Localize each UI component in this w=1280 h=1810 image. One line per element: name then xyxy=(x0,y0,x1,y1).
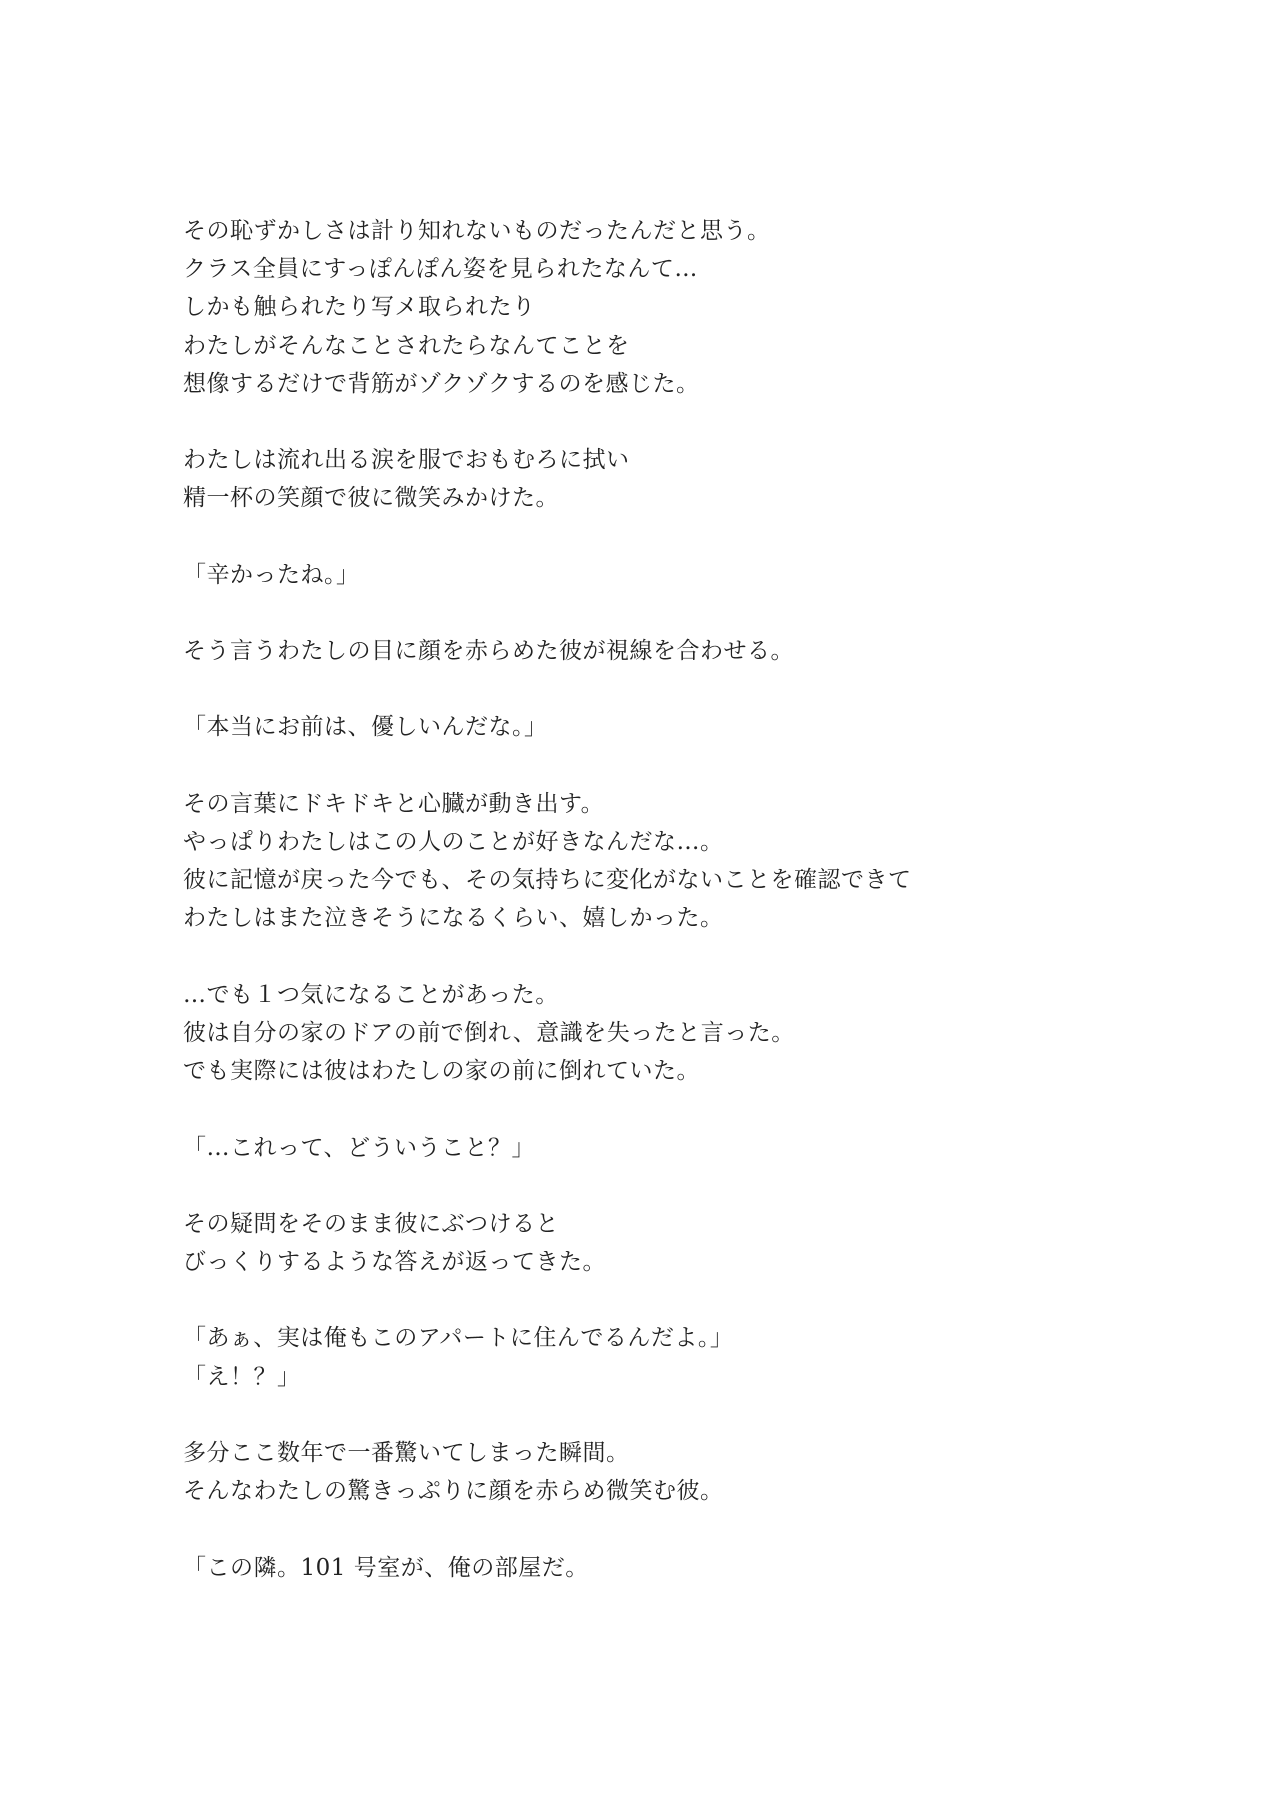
text-line: クラス全員にすっぽんぽん姿を見られたなんて… xyxy=(183,256,698,283)
text-line: びっくりするような答えが返ってきた。 xyxy=(183,1249,606,1276)
text-line xyxy=(183,747,1183,785)
text-line: でも実際には彼はわたしの家の前に倒れていた。 xyxy=(183,1058,700,1085)
text-line: 多分ここ数年で一番驚いてしまった瞬間。 xyxy=(183,1440,630,1466)
text-line: やっぱりわたしはこの人のことが好きなんだな…。 xyxy=(183,829,724,855)
text-line xyxy=(183,594,1183,632)
text-line xyxy=(183,938,1183,976)
text-line: わたしがそんなことされたらなんてことを xyxy=(183,332,630,359)
text-line xyxy=(183,518,1183,556)
text-line: 想像するだけで背筋がゾクゾクするのを感じた。 xyxy=(183,370,700,397)
text-line: 「辛かったね。」 xyxy=(183,561,360,588)
text-line xyxy=(183,1167,1183,1205)
text-line: 精一杯の笑顔で彼に微笑みかけた。 xyxy=(183,485,559,512)
text-line: 「え！？」 xyxy=(183,1363,301,1390)
text-line xyxy=(183,670,1183,708)
text-line xyxy=(183,1090,1183,1128)
text-line: 彼は自分の家のドアの前で倒れ、意識を失ったと言った。 xyxy=(183,1019,795,1046)
text-line: しかも触られたり写メ取られたり xyxy=(183,294,536,321)
text-line: …でも１つ気になることがあった。 xyxy=(183,981,559,1008)
text-line: そんなわたしの驚きっぷりに顔を赤らめ微笑む彼。 xyxy=(183,1478,724,1505)
text-line: わたしはまた泣きそうになるくらい、嬉しかった。 xyxy=(183,905,724,932)
text-line xyxy=(183,1281,1183,1319)
text-line: 「…これって、どういうこと？」 xyxy=(183,1134,536,1161)
text-line: その疑問をそのまま彼にぶつけると xyxy=(183,1210,559,1237)
text-line: その恥ずかしさは計り知れないものだったんだと思う。 xyxy=(183,218,771,244)
text-line: 「あぁ、実は俺もこのアパートに住んでるんだよ。」 xyxy=(183,1325,734,1352)
text-line: 彼に記憶が戻った今でも、その気持ちに変化がないことを確認できて xyxy=(183,867,912,894)
text-line xyxy=(183,1510,1183,1548)
text-line: わたしは流れ出る涙を服でおもむろに拭い xyxy=(183,447,630,474)
text-line xyxy=(183,403,1183,441)
text-line xyxy=(183,1396,1183,1434)
text-line: その言葉にドキドキと心臓が動き出す。 xyxy=(183,790,605,817)
text-line: 「本当にお前は、優しいんだな。」 xyxy=(183,714,548,741)
body-text xyxy=(183,212,1183,1587)
text-line: そう言うわたしの目に顔を赤らめた彼が視線を合わせる。 xyxy=(183,638,794,665)
text-line: 「この隣。101 号室が、俺の部屋だ。 xyxy=(183,1554,589,1581)
